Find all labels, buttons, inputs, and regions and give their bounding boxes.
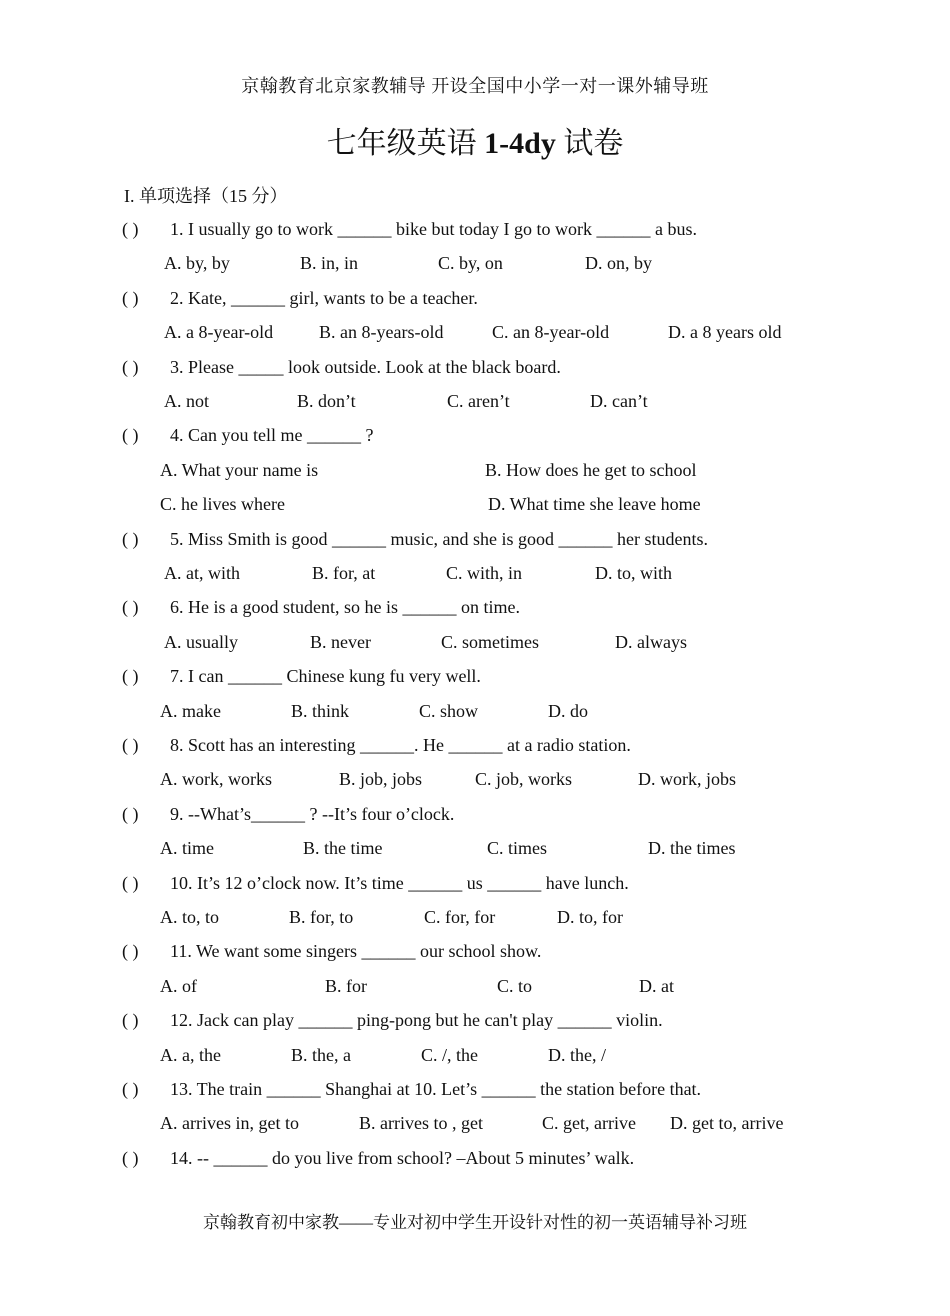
answer-option: D. the times	[648, 838, 736, 859]
answer-option: C. sometimes	[441, 631, 539, 652]
question-stem: 10. It’s 12 o’clock now. It’s time ______ us ______ have lunch.	[170, 872, 629, 893]
answer-option: D. on, by	[585, 253, 652, 274]
question-stem: 8. Scott has an interesting ______. He ______ at a radio station.	[170, 735, 631, 755]
title-bold: 1-4dy	[484, 127, 556, 160]
answer-blank: ( )	[122, 1147, 139, 1168]
answer-blank: ( )	[122, 597, 139, 618]
answer-option: B. in, in	[300, 253, 359, 274]
section-heading: I. 单项选择（15 分）	[124, 186, 288, 206]
question-stem-row	[0, 1076, 950, 1102]
answer-option: A. by, by	[164, 253, 230, 274]
answer-option: B. the, a	[291, 1044, 351, 1065]
answer-option: B. don’t	[297, 391, 356, 411]
answer-option: C. to	[497, 975, 533, 996]
answer-option: C. an 8-year-old	[492, 322, 610, 343]
answer-option: D. to, with	[595, 563, 673, 583]
question-stem: 2. Kate, ______ girl, wants to be a teacher.	[170, 287, 478, 308]
answer-option: B. an 8-years-old	[319, 322, 444, 343]
answer-option: D. a 8 years old	[668, 322, 782, 343]
answer-option: A. usually	[164, 631, 238, 652]
answer-option: D. to, for	[557, 907, 623, 927]
answer-blank: ( )	[122, 872, 139, 893]
answer-blank: ( )	[122, 219, 139, 239]
answer-option: A. arrives in, get to	[160, 1113, 299, 1134]
options-row	[0, 560, 950, 586]
answer-option: A. make	[160, 700, 221, 721]
question-stem: 1. I usually go to work ______ bike but today I go to work ______ a bus.	[170, 219, 697, 239]
question-stem: 11. We want some singers ______ our school show.	[170, 941, 542, 962]
answer-blank: ( )	[122, 1079, 139, 1099]
question-stem: 3. Please _____ look outside. Look at the black board.	[170, 356, 561, 377]
answer-option: B. never	[310, 631, 371, 652]
footer-note: 京翰教育初中家教——专业对初中学生开设针对性的初一英语辅导补习班	[203, 1213, 747, 1232]
answer-option: C. get, arrive	[542, 1113, 636, 1134]
answer-option: A. a 8-year-old	[164, 322, 274, 343]
answer-blank: ( )	[122, 941, 139, 962]
answer-option: D. at	[639, 975, 674, 996]
answer-option: A. at, with	[164, 563, 240, 583]
question-stem-row	[0, 801, 950, 827]
options-row	[0, 388, 950, 414]
answer-blank: ( )	[122, 735, 139, 755]
answer-blank: ( )	[122, 528, 139, 549]
answer-option: B. job, jobs	[339, 769, 423, 790]
answer-option: D. What time she leave home	[488, 494, 701, 515]
answer-option: C. for, for	[424, 907, 496, 927]
answer-blank: ( )	[122, 356, 139, 377]
question-stem: 14. -- ______ do you live from school? –About 5 minutes’ walk.	[170, 1147, 635, 1168]
answer-option: A. work, works	[160, 769, 272, 790]
question-stem-row	[0, 216, 950, 242]
answer-blank: ( )	[122, 425, 139, 446]
answer-option: D. always	[615, 631, 687, 652]
question-stem-row	[0, 594, 950, 620]
options-row	[0, 250, 950, 276]
answer-option: D. work, jobs	[638, 769, 736, 790]
answer-option: A. not	[164, 391, 209, 411]
answer-option: A. of	[160, 975, 197, 996]
answer-option: A. to, to	[160, 907, 220, 927]
question-stem-row	[0, 354, 950, 380]
options-row	[0, 1110, 950, 1136]
question-stem-row	[0, 526, 950, 552]
question-stem-row	[0, 938, 950, 964]
answer-option: C. aren’t	[447, 391, 510, 411]
answer-option: B. think	[291, 700, 350, 721]
question-stem: 9. --What’s______ ? --It’s four o’clock.	[170, 803, 455, 824]
answer-option: B. arrives to , get	[359, 1113, 483, 1134]
answer-option: A. What your name is	[160, 459, 319, 480]
options-row	[0, 973, 950, 999]
answer-option: D. can’t	[590, 391, 648, 411]
options-row	[0, 1042, 950, 1068]
answer-blank: ( )	[122, 1010, 139, 1031]
answer-option: C. by, on	[438, 253, 503, 274]
question-stem-row	[0, 663, 950, 689]
question-stem-row	[0, 422, 950, 448]
answer-option: B. How does he get to school	[485, 459, 697, 480]
options-row	[0, 698, 950, 724]
question-stem: 4. Can you tell me ______ ?	[170, 425, 374, 446]
answer-blank: ( )	[122, 666, 139, 687]
answer-option: B. for, to	[289, 907, 354, 927]
answer-option: D. the, /	[548, 1044, 606, 1065]
title-prefix: 七年级英语	[326, 127, 485, 160]
options-row	[0, 766, 950, 792]
options-row	[0, 319, 950, 345]
options-row	[0, 904, 950, 930]
question-stem: 13. The train ______ Shanghai at 10. Let’s ______ the station before that.	[170, 1079, 702, 1099]
question-stem: 5. Miss Smith is good ______ music, and she is good ______ her students.	[170, 528, 709, 549]
title-suffix: 试卷	[555, 127, 624, 160]
answer-option: C. show	[419, 700, 479, 721]
options-row	[0, 491, 950, 517]
header-note: 京翰教育北京家教辅导 开设全国中小学一对一课外辅导班	[241, 76, 709, 96]
question-stem-row	[0, 1145, 950, 1171]
question-stem: 6. He is a good student, so he is ______ on time.	[170, 597, 520, 618]
question-stem-row	[0, 285, 950, 311]
question-stem-row	[0, 732, 950, 758]
question-stem-row	[0, 1007, 950, 1033]
answer-option: D. do	[548, 700, 588, 721]
answer-option: B. for	[325, 975, 367, 996]
answer-option: B. for, at	[312, 563, 376, 583]
question-stem-row	[0, 870, 950, 896]
answer-option: C. he lives where	[160, 494, 285, 515]
answer-option: A. a, the	[160, 1044, 221, 1065]
answer-option: C. times	[487, 838, 548, 859]
answer-option: B. the time	[303, 838, 383, 859]
question-stem: 7. I can ______ Chinese kung fu very well.	[170, 666, 481, 687]
answer-option: A. time	[160, 838, 214, 859]
page-title	[0, 118, 950, 162]
answer-option: C. job, works	[475, 769, 573, 790]
answer-option: C. with, in	[446, 563, 523, 583]
answer-blank: ( )	[122, 803, 139, 824]
answer-blank: ( )	[122, 287, 139, 308]
answer-option: D. get to, arrive	[670, 1113, 784, 1134]
options-row	[0, 629, 950, 655]
options-row	[0, 457, 950, 483]
answer-option: C. /, the	[421, 1044, 478, 1065]
question-stem: 12. Jack can play ______ ping-pong but he can't play ______ violin.	[170, 1010, 663, 1031]
options-row	[0, 835, 950, 861]
